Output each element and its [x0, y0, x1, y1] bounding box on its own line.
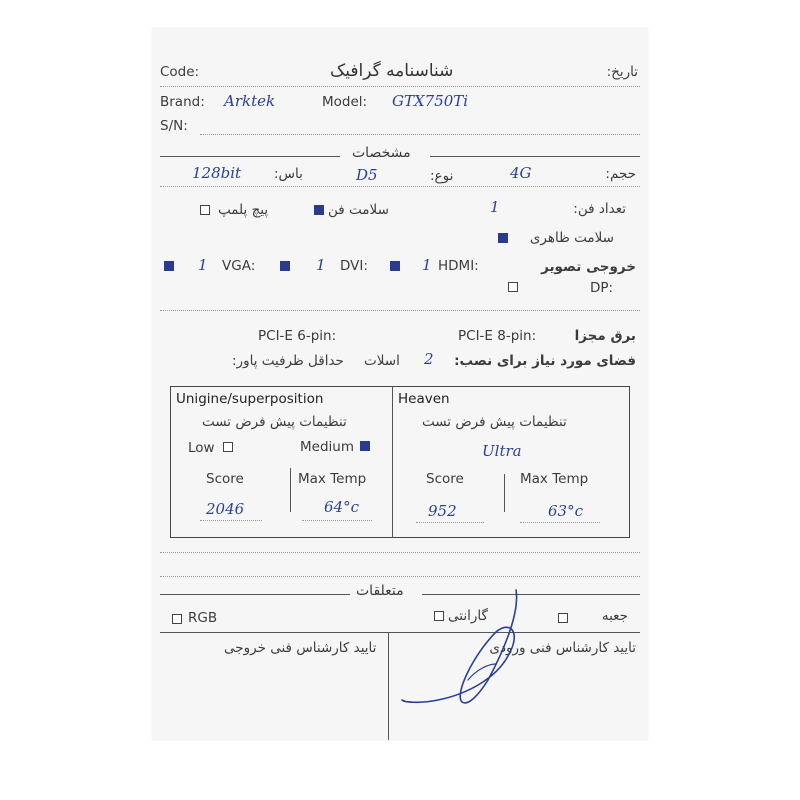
rgb-label: RGB — [188, 610, 218, 626]
dvi-label: DVI: — [340, 258, 368, 274]
cell-divider — [504, 474, 505, 512]
pcie8-label: PCI-E 8-pin: — [458, 328, 537, 344]
bus-value: 128bit — [192, 164, 242, 182]
hdmi-checkbox[interactable] — [390, 261, 400, 271]
divider — [160, 86, 640, 87]
sn-line — [200, 134, 640, 135]
row-line — [160, 186, 640, 187]
brand-label: Brand: — [160, 94, 205, 110]
table-divider — [392, 386, 393, 538]
slot-label: فضای مورد نیاز برای نصب: — [454, 353, 636, 369]
accessories-section-title: متعلقات — [356, 583, 404, 599]
screw-seal-checkbox[interactable] — [200, 205, 210, 215]
type-label: نوع: — [430, 168, 454, 184]
unigine-temp-label: Max Temp — [298, 471, 367, 487]
section-rule-left — [160, 156, 340, 157]
unigine-score-label: Score — [206, 471, 244, 487]
video-output-label: خروجی تصویر — [541, 259, 636, 275]
slot-unit: اسلات — [364, 353, 400, 369]
graphics-card-form — [152, 28, 648, 740]
cell-divider — [290, 468, 291, 512]
temp-line — [520, 522, 600, 523]
entry-approval-label: تایید کارشناس فنی ورودی — [489, 640, 636, 656]
heaven-temp-value: 63°c — [548, 502, 583, 520]
score-line — [416, 522, 484, 523]
fan-count-value: 1 — [490, 198, 500, 216]
appearance-label: سلامت ظاهری — [529, 230, 614, 246]
approval-divider — [388, 632, 389, 740]
appearance-checkbox[interactable] — [498, 233, 508, 243]
unigine-title: Unigine/superposition — [176, 391, 324, 407]
form-title: شناسنامه گرافیک — [330, 61, 454, 81]
dvi-checkbox[interactable] — [280, 261, 290, 271]
volume-label: حجم: — [605, 166, 636, 182]
model-value: GTX750Ti — [392, 92, 469, 110]
temp-line — [302, 520, 372, 521]
row-line — [160, 552, 640, 553]
box-checkbox[interactable] — [558, 613, 568, 623]
power-label: برق مجزا — [574, 328, 636, 344]
sn-label: S/N: — [160, 118, 188, 134]
exit-approval-label: تایید کارشناس فنی خروجی — [224, 640, 377, 656]
medium-label: Medium — [300, 439, 354, 455]
low-label: Low — [188, 440, 215, 456]
dp-checkbox[interactable] — [508, 282, 518, 292]
date-label: تاریخ: — [606, 64, 638, 80]
fan-count-label: تعداد فن: — [573, 201, 626, 217]
dp-label: DP: — [590, 280, 614, 296]
dvi-value: 1 — [316, 256, 326, 274]
unigine-subtitle: تنظیمات پیش فرض تست — [202, 414, 347, 430]
min-psu-label: حداقل ظرفیت پاور: — [232, 353, 344, 369]
section-rule-left — [160, 594, 350, 595]
unigine-score-value: 2046 — [206, 500, 245, 518]
vga-label: VGA: — [222, 258, 256, 274]
low-checkbox[interactable] — [223, 442, 233, 452]
heaven-title: Heaven — [398, 391, 450, 407]
hdmi-value: 1 — [422, 256, 432, 274]
fan-health-checkbox[interactable] — [314, 205, 324, 215]
warranty-label: گارانتی — [448, 608, 488, 624]
row-line — [160, 576, 640, 577]
unigine-temp-value: 64°c — [324, 498, 359, 516]
vga-checkbox[interactable] — [164, 261, 174, 271]
model-label: Model: — [322, 94, 368, 110]
bus-label: باس: — [274, 166, 303, 182]
signature — [398, 584, 528, 714]
section-rule-right — [430, 156, 640, 157]
rgb-checkbox[interactable] — [172, 614, 182, 624]
specs-section-title: مشخصات — [352, 145, 411, 161]
fan-health-label: سلامت فن — [328, 202, 389, 218]
heaven-temp-label: Max Temp — [520, 471, 589, 487]
heaven-score-label: Score — [426, 471, 464, 487]
slot-value: 2 — [424, 350, 434, 368]
pcie6-label: PCI-E 6-pin: — [258, 328, 337, 344]
type-value: D5 — [356, 166, 378, 184]
row-line — [160, 310, 640, 311]
code-label: Code: — [160, 64, 200, 80]
box-label: جعبه — [601, 608, 628, 624]
score-line — [200, 520, 262, 521]
heaven-preset-value: Ultra — [482, 442, 522, 460]
volume-value: 4G — [510, 164, 532, 182]
heaven-subtitle: تنظیمات پیش فرض تست — [422, 414, 567, 430]
medium-checkbox[interactable] — [360, 441, 370, 451]
hdmi-label: HDMI: — [438, 258, 479, 274]
brand-value: Arktek — [224, 92, 276, 110]
vga-value: 1 — [198, 256, 208, 274]
heaven-score-value: 952 — [428, 502, 457, 520]
screw-seal-label: پیچ پلمپ — [218, 202, 269, 218]
